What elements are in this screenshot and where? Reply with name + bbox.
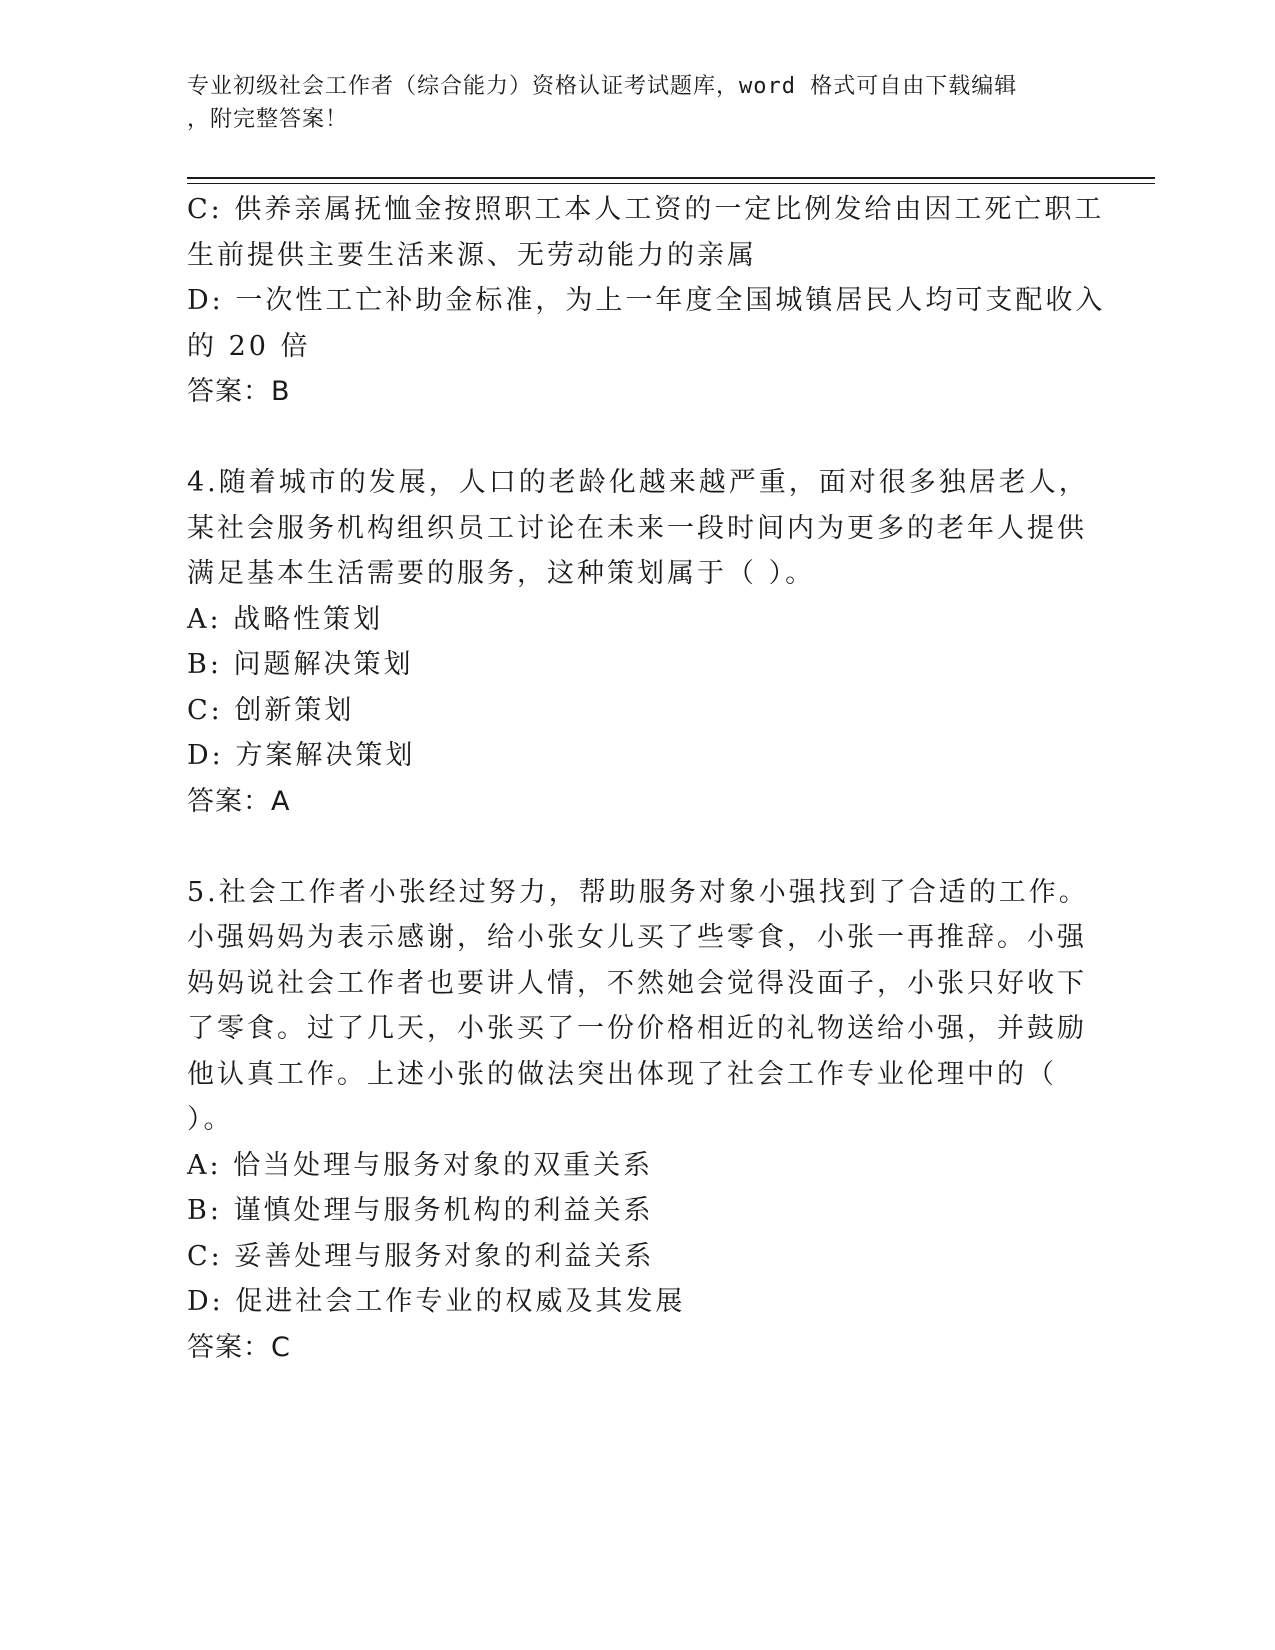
header-divider-thin <box>187 183 1155 184</box>
option-d-line-1: D: 一次性工亡补助金标准，为上一年度全国城镇居民人均可支配收入 <box>187 285 1106 316</box>
option-a: A: 战略性策划 <box>187 603 384 635</box>
answer-line: 答案：A <box>187 785 291 817</box>
option-d: D: 方案解决策划 <box>187 740 416 771</box>
question-stem-line: 满足基本生活需要的服务，这种策划属于（ ）。 <box>187 558 816 589</box>
header-line-2: ，附完整答案！ <box>187 107 349 132</box>
option-c: C: 妥善处理与服务对象的利益关系 <box>187 1240 655 1272</box>
question-stem-line: 他认真工作。上述小张的做法突出体现了社会工作专业伦理中的（ <box>187 1058 1057 1090</box>
answer-line: 答案：C <box>187 1331 291 1363</box>
header-divider <box>187 177 1155 179</box>
document-body <box>187 187 1106 1370</box>
option-c: C: 创新策划 <box>187 694 355 726</box>
document-header <box>187 70 1067 136</box>
question-stem-line: 某社会服务机构组织员工讨论在未来一段时间内为更多的老年人提供 <box>187 512 1087 544</box>
option-b: B: 问题解决策划 <box>187 649 414 680</box>
question-3-tail <box>187 187 1106 415</box>
question-stem-line: 小强妈妈为表示感谢，给小张女儿买了些零食，小张一再推辞。小强 <box>187 922 1087 953</box>
spacer <box>187 824 1087 870</box>
option-d-line-2: 的 20 倍 <box>187 330 311 362</box>
question-stem-line: 5.社会工作者小张经过努力，帮助服务对象小强找到了合适的工作。 <box>187 876 1089 908</box>
question-stem-line: 妈妈说社会工作者也要讲人情，不然她会觉得没面子，小张只好收下 <box>187 967 1087 999</box>
option-d: D: 促进社会工作专业的权威及其发展 <box>187 1286 686 1317</box>
question-4 <box>187 460 1087 824</box>
option-a: A: 恰当处理与服务对象的双重关系 <box>187 1149 654 1181</box>
question-stem-line: 4.随着城市的发展，人口的老龄化越来越严重，面对很多独居老人， <box>187 467 1089 498</box>
option-c-line-1: C: 供养亲属抚恤金按照职工本人工资的一定比例发给由因工死亡职工 <box>187 194 1105 225</box>
question-stem-line: 了零食。过了几天，小张买了一份价格相近的礼物送给小强，并鼓励 <box>187 1013 1087 1044</box>
question-5 <box>187 870 1087 1371</box>
header-line-1: 专业初级社会工作者（综合能力）资格认证考试题库，word 格式可自由下载编辑 <box>187 74 1018 99</box>
question-stem-line: ）。 <box>187 1104 234 1135</box>
answer-line: 答案：B <box>187 376 291 407</box>
option-c-line-2: 生前提供主要生活来源、无劳动能力的亲属 <box>187 239 757 271</box>
option-b: B: 谨慎处理与服务机构的利益关系 <box>187 1195 654 1226</box>
spacer <box>187 415 1087 461</box>
